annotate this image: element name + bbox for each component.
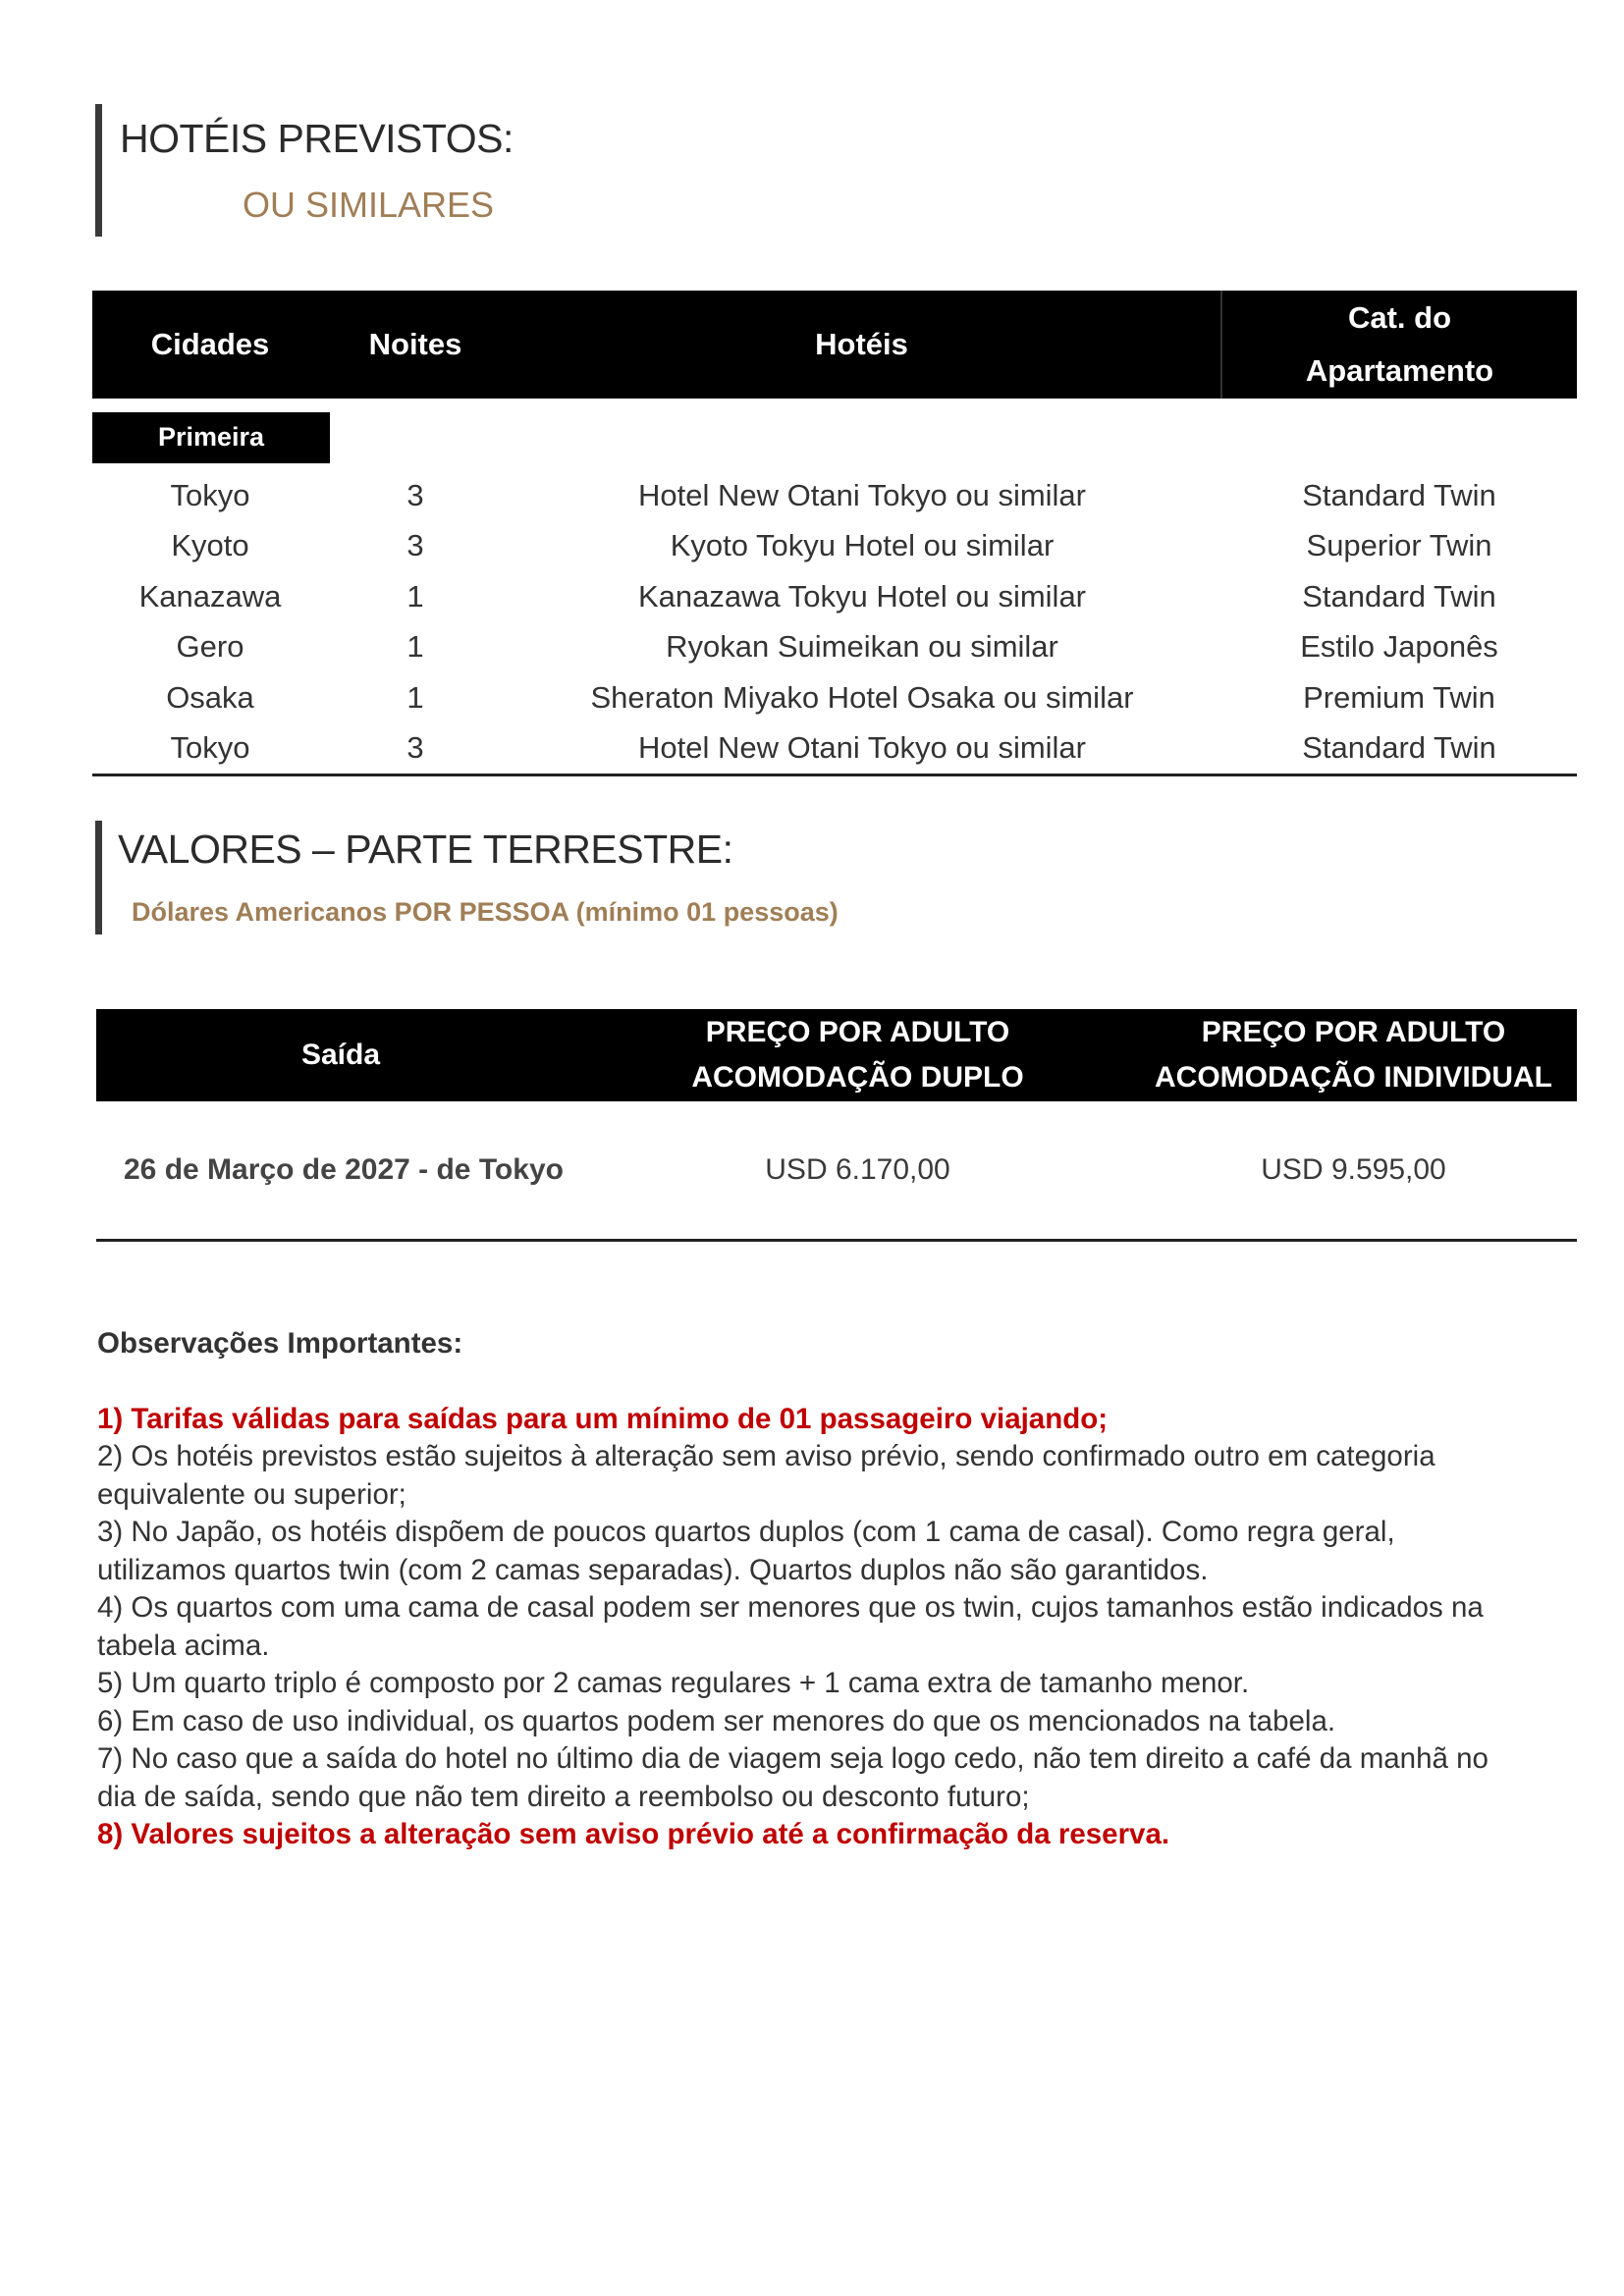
cell-city: Kyoto bbox=[171, 528, 249, 563]
table-row bbox=[92, 672, 1577, 723]
cell-hotel: Kyoto Tokyu Hotel ou similar bbox=[670, 528, 1055, 563]
header-room-category-line2: Apartamento bbox=[1305, 353, 1494, 388]
cell-nights: 1 bbox=[406, 578, 424, 614]
header-price-double bbox=[585, 1009, 1130, 1101]
cell-room: Standard Twin bbox=[1302, 578, 1496, 614]
note-item: 2) Os hotéis previstos estão sujeitos à alteração sem aviso prévio, sendo confirmado outro em categoria equivalente ou superior; bbox=[97, 1440, 1435, 1511]
note-item: 7) No caso que a saída do hotel no último dia de viagem seja logo cedo, não tem direito a café da manhã no dia de saída, sendo que não tem direito a reembolso ou desconto futuro; bbox=[97, 1742, 1489, 1813]
prices-table bbox=[96, 1009, 1577, 1242]
cell-room: Estilo Japonês bbox=[1300, 629, 1498, 665]
cell-hotel: Kanazawa Tokyu Hotel ou similar bbox=[637, 578, 1087, 614]
hotels-title: HOTÉIS PREVISTOS: bbox=[120, 116, 514, 161]
cell-price-double: USD 6.170,00 bbox=[585, 1101, 1130, 1241]
header-price-single-line1: PREÇO POR ADULTO bbox=[1201, 1016, 1506, 1048]
note-item: 1) Tarifas válidas para saídas para um mínimo de 01 passageiro viajando; bbox=[97, 1402, 1109, 1435]
table-row bbox=[92, 723, 1577, 775]
cell-price-single: USD 9.595,00 bbox=[1130, 1101, 1577, 1241]
hotels-subtitle: OU SIMILARES bbox=[243, 185, 495, 225]
hotels-section-heading bbox=[95, 104, 514, 237]
cell-city: Tokyo bbox=[170, 477, 250, 512]
cell-room: Superior Twin bbox=[1306, 528, 1492, 563]
cell-nights: 3 bbox=[406, 528, 424, 563]
table-row bbox=[92, 521, 1577, 572]
table-row bbox=[92, 571, 1577, 622]
header-hotels: Hotéis bbox=[503, 291, 1221, 399]
cell-room: Standard Twin bbox=[1221, 723, 1577, 775]
cell-city: Kanazawa bbox=[138, 578, 282, 614]
cell-departure: 26 de Março de 2027 - de Tokyo bbox=[96, 1101, 585, 1241]
cell-city: Osaka bbox=[166, 679, 254, 715]
important-notes bbox=[97, 1325, 1491, 1854]
cell-nights: 3 bbox=[406, 477, 424, 512]
hotels-table bbox=[92, 291, 1577, 776]
table-row bbox=[92, 470, 1577, 521]
cell-nights: 1 bbox=[406, 629, 424, 665]
cell-room: Standard Twin bbox=[1302, 477, 1496, 512]
header-room-category bbox=[1221, 291, 1577, 399]
notes-title: Observações Importantes: bbox=[97, 1327, 463, 1360]
cell-nights: 1 bbox=[406, 679, 424, 715]
price-row bbox=[96, 1101, 1577, 1241]
values-section-heading bbox=[95, 821, 839, 934]
values-subtitle: Dólares Americanos POR PESSOA (mínimo 01 pessoas) bbox=[132, 897, 839, 927]
header-nights: Noites bbox=[328, 291, 503, 399]
cell-hotel: Sheraton Miyako Hotel Osaka ou similar bbox=[590, 679, 1134, 715]
cell-hotel: Ryokan Suimeikan ou similar bbox=[666, 629, 1058, 665]
header-room-category-line1: Cat. do bbox=[1347, 300, 1452, 335]
cell-hotel: Hotel New Otani Tokyo ou similar bbox=[638, 477, 1086, 512]
header-departure: Saída bbox=[96, 1009, 585, 1101]
header-price-single-line2: ACOMODAÇÃO INDIVIDUAL bbox=[1155, 1061, 1552, 1094]
header-cities: Cidades bbox=[92, 291, 328, 399]
hotels-table-header bbox=[92, 291, 1577, 399]
values-title: VALORES – PARTE TERRESTRE: bbox=[118, 827, 733, 872]
cell-city: Gero bbox=[176, 629, 244, 665]
header-price-single bbox=[1130, 1009, 1577, 1101]
note-item: 6) Em caso de uso individual, os quartos podem ser menores do que os mencionados na tabela. bbox=[97, 1704, 1336, 1737]
cell-nights: 3 bbox=[328, 723, 503, 775]
table-row bbox=[92, 622, 1577, 673]
note-item: 8) Valores sujeitos a alteração sem aviso prévio até a confirmação da reserva. bbox=[97, 1818, 1170, 1850]
hotel-category-badge: Primeira bbox=[92, 412, 330, 463]
note-item: 3) No Japão, os hotéis dispõem de poucos quartos duplos (com 1 cama de casal). Como regra geral, utilizamos quartos twin (com 2 camas separadas). Quartos duplos não são garantidos. bbox=[97, 1516, 1395, 1586]
cell-hotel: Hotel New Otani Tokyo ou similar bbox=[503, 723, 1221, 775]
header-price-double-line2: ACOMODAÇÃO DUPLO bbox=[691, 1061, 1024, 1094]
note-item: 4) Os quartos com uma cama de casal podem ser menores que os twin, cujos tamanhos estão indicados na tabela acima. bbox=[97, 1591, 1484, 1662]
cell-room: Premium Twin bbox=[1303, 679, 1495, 715]
note-item: 5) Um quarto triplo é composto por 2 camas regulares + 1 cama extra de tamanho menor. bbox=[97, 1667, 1250, 1699]
prices-table-header bbox=[96, 1009, 1577, 1101]
cell-city: Tokyo bbox=[92, 723, 328, 775]
header-price-double-line1: PREÇO POR ADULTO bbox=[705, 1016, 1010, 1048]
